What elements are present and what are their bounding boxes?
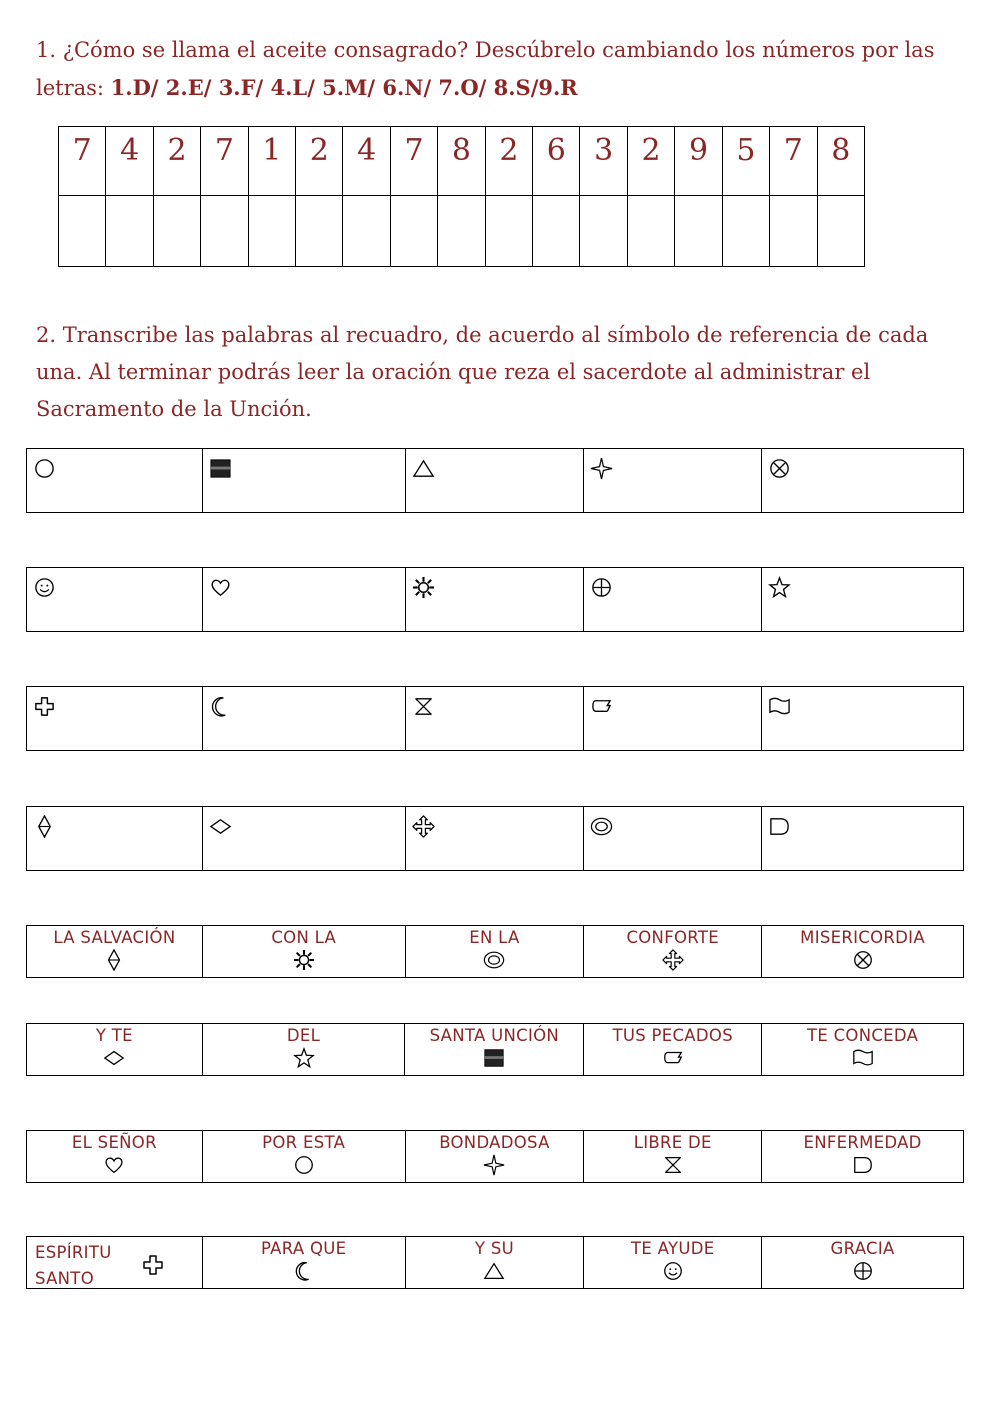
flag-icon	[768, 695, 791, 718]
question-2	[36, 317, 966, 428]
word-label: SANTO	[35, 1269, 94, 1288]
moon-icon	[209, 695, 232, 718]
word-label: ENFERMEDAD	[803, 1133, 922, 1152]
circled-plus-icon	[590, 576, 613, 599]
answer-cell[interactable]	[296, 196, 343, 267]
answer-cell[interactable]	[485, 196, 532, 267]
circled-x-icon	[852, 949, 874, 971]
letter-key: 1.D/ 2.E/ 3.F/ 4.L/ 5.M/ 6.N/ 7.O/ 8.S/9.R	[110, 75, 578, 100]
question-1	[36, 32, 966, 107]
word-label: Y SU	[474, 1239, 514, 1258]
number-cell: 2	[485, 127, 532, 196]
answer-box[interactable]	[762, 568, 964, 632]
sun-icon	[293, 949, 315, 971]
word-label: LIBRE DE	[633, 1133, 712, 1152]
arrow-cross-icon	[412, 815, 435, 838]
symbol-row-table	[26, 806, 964, 871]
word-label: GRACIA	[830, 1239, 895, 1258]
word-card	[762, 1024, 964, 1076]
number-cell: 3	[580, 127, 627, 196]
arrow-cross-icon	[662, 949, 684, 971]
answer-cell[interactable]	[817, 196, 865, 267]
number-cell: 2	[153, 127, 200, 196]
question-1-text: 1. ¿Cómo se llama el aceite consagrado? Descúbrelo cambiando los números por las letras:	[36, 38, 935, 100]
symbol-row-table	[26, 448, 964, 513]
answer-box[interactable]	[27, 568, 203, 632]
star-icon	[768, 576, 791, 599]
scroll-icon	[590, 695, 613, 718]
flag-icon	[852, 1047, 874, 1069]
four-point-star-icon	[483, 1154, 505, 1176]
heart-icon	[209, 576, 232, 599]
number-row	[59, 127, 865, 196]
vertical-diamond-icon	[103, 949, 125, 971]
black-square-icon	[483, 1047, 505, 1069]
word-label: MISERICORDIA	[800, 928, 925, 947]
answer-box[interactable]	[202, 687, 405, 751]
answer-box[interactable]	[762, 687, 964, 751]
word-card	[27, 926, 203, 978]
answer-cell[interactable]	[201, 196, 248, 267]
answer-box[interactable]	[584, 807, 762, 871]
d-shape-icon	[852, 1154, 874, 1176]
word-card	[584, 1131, 762, 1183]
sun-icon	[412, 576, 435, 599]
word-card	[584, 926, 762, 978]
answer-cell[interactable]	[390, 196, 437, 267]
word-label: BONDADOSA	[439, 1133, 550, 1152]
answer-box[interactable]	[27, 807, 203, 871]
answer-cell[interactable]	[580, 196, 627, 267]
answer-box[interactable]	[762, 449, 964, 513]
circle-icon	[293, 1154, 315, 1176]
cross-icon	[141, 1253, 165, 1277]
answer-box[interactable]	[202, 449, 405, 513]
answer-cell[interactable]	[106, 196, 153, 267]
word-card	[762, 1131, 964, 1183]
answer-box[interactable]	[202, 568, 405, 632]
four-point-star-icon	[590, 457, 613, 480]
answer-cell[interactable]	[722, 196, 769, 267]
hourglass-icon	[662, 1154, 684, 1176]
circled-x-icon	[768, 457, 791, 480]
number-cell: 7	[59, 127, 106, 196]
answer-cell[interactable]	[675, 196, 722, 267]
answer-box[interactable]	[27, 687, 203, 751]
number-cell: 4	[343, 127, 390, 196]
word-label: EL SEÑOR	[71, 1133, 157, 1152]
number-cell: 7	[390, 127, 437, 196]
number-cell: 8	[817, 127, 865, 196]
word-card	[584, 1024, 762, 1076]
word-card	[405, 926, 584, 978]
answer-cell[interactable]	[438, 196, 485, 267]
word-label: LA SALVACIÓN	[53, 928, 176, 947]
word-card	[27, 1024, 203, 1076]
double-circle-icon	[483, 949, 505, 971]
double-circle-icon	[590, 815, 613, 838]
number-cell: 9	[675, 127, 722, 196]
circled-plus-icon	[852, 1260, 874, 1282]
smiley-icon	[662, 1260, 684, 1282]
word-card	[202, 1237, 405, 1289]
word-card	[202, 926, 405, 978]
circle-icon	[33, 457, 56, 480]
word-card	[27, 1237, 203, 1289]
d-shape-icon	[768, 815, 791, 838]
triangle-icon	[483, 1260, 505, 1282]
answer-box[interactable]	[202, 807, 405, 871]
answer-box[interactable]	[405, 807, 584, 871]
question-2-text: 2. Transcribe las palabras al recuadro, de acuerdo al símbolo de referencia de cada una. Al terminar podrás leer la oración que reza el sacerdote al administrar el Sacramento de la Unción.	[36, 323, 929, 421]
word-card	[27, 1131, 203, 1183]
answer-cell[interactable]	[770, 196, 817, 267]
word-label: POR ESTA	[262, 1133, 346, 1152]
number-cell: 8	[438, 127, 485, 196]
word-row-table	[26, 1130, 964, 1183]
answer-box[interactable]	[405, 449, 584, 513]
answer-box[interactable]	[405, 687, 584, 751]
word-card	[762, 926, 964, 978]
word-label: ESPÍRITU	[35, 1243, 112, 1262]
word-row-table	[26, 1236, 964, 1289]
answer-cell[interactable]	[627, 196, 674, 267]
diamond-icon	[209, 815, 232, 838]
cross-icon	[33, 695, 56, 718]
word-label: PARA QUE	[260, 1239, 347, 1258]
symbol-row-table	[26, 567, 964, 632]
answer-box[interactable]	[584, 687, 762, 751]
word-card	[405, 1024, 584, 1076]
diamond-icon	[103, 1047, 125, 1069]
word-row-table	[26, 1023, 964, 1076]
answer-cell[interactable]	[153, 196, 200, 267]
number-cell: 2	[296, 127, 343, 196]
answer-box[interactable]	[27, 449, 203, 513]
triangle-icon	[412, 457, 435, 480]
answer-box[interactable]	[762, 807, 964, 871]
number-cell: 6	[533, 127, 580, 196]
word-label: TE AYUDE	[631, 1239, 715, 1258]
number-cell: 7	[201, 127, 248, 196]
word-card	[405, 1131, 584, 1183]
number-cell: 4	[106, 127, 153, 196]
scroll-icon	[662, 1047, 684, 1069]
word-card	[405, 1237, 584, 1289]
number-cell: 7	[770, 127, 817, 196]
answer-cell[interactable]	[59, 196, 106, 267]
word-card	[202, 1024, 405, 1076]
word-label: CONFORTE	[626, 928, 719, 947]
star-icon	[293, 1047, 315, 1069]
number-code-table	[58, 126, 865, 267]
vertical-diamond-icon	[33, 815, 56, 838]
symbol-row-table	[26, 686, 964, 751]
word-label: EN LA	[469, 928, 520, 947]
answer-cell[interactable]	[343, 196, 390, 267]
answer-box[interactable]	[405, 568, 584, 632]
answer-cell[interactable]	[248, 196, 295, 267]
word-label: DEL	[286, 1026, 321, 1045]
word-card	[202, 1131, 405, 1183]
word-card	[584, 1237, 762, 1289]
word-row-table	[26, 925, 964, 978]
word-card	[762, 1237, 964, 1289]
heart-icon	[103, 1154, 125, 1176]
answer-cell[interactable]	[533, 196, 580, 267]
answer-row	[59, 196, 865, 267]
word-label: TE CONCEDA	[806, 1026, 919, 1045]
answer-box[interactable]	[584, 568, 762, 632]
answer-box[interactable]	[584, 449, 762, 513]
word-label: TUS PECADOS	[612, 1026, 733, 1045]
number-cell: 2	[627, 127, 674, 196]
word-label: CON LA	[271, 928, 337, 947]
word-label: Y TE	[95, 1026, 133, 1045]
word-label: SANTA UNCIÓN	[429, 1026, 560, 1045]
smiley-icon	[33, 576, 56, 599]
number-cell: 5	[722, 127, 769, 196]
moon-icon	[293, 1260, 315, 1282]
hourglass-icon	[412, 695, 435, 718]
black-square-icon	[209, 457, 232, 480]
number-cell: 1	[248, 127, 295, 196]
